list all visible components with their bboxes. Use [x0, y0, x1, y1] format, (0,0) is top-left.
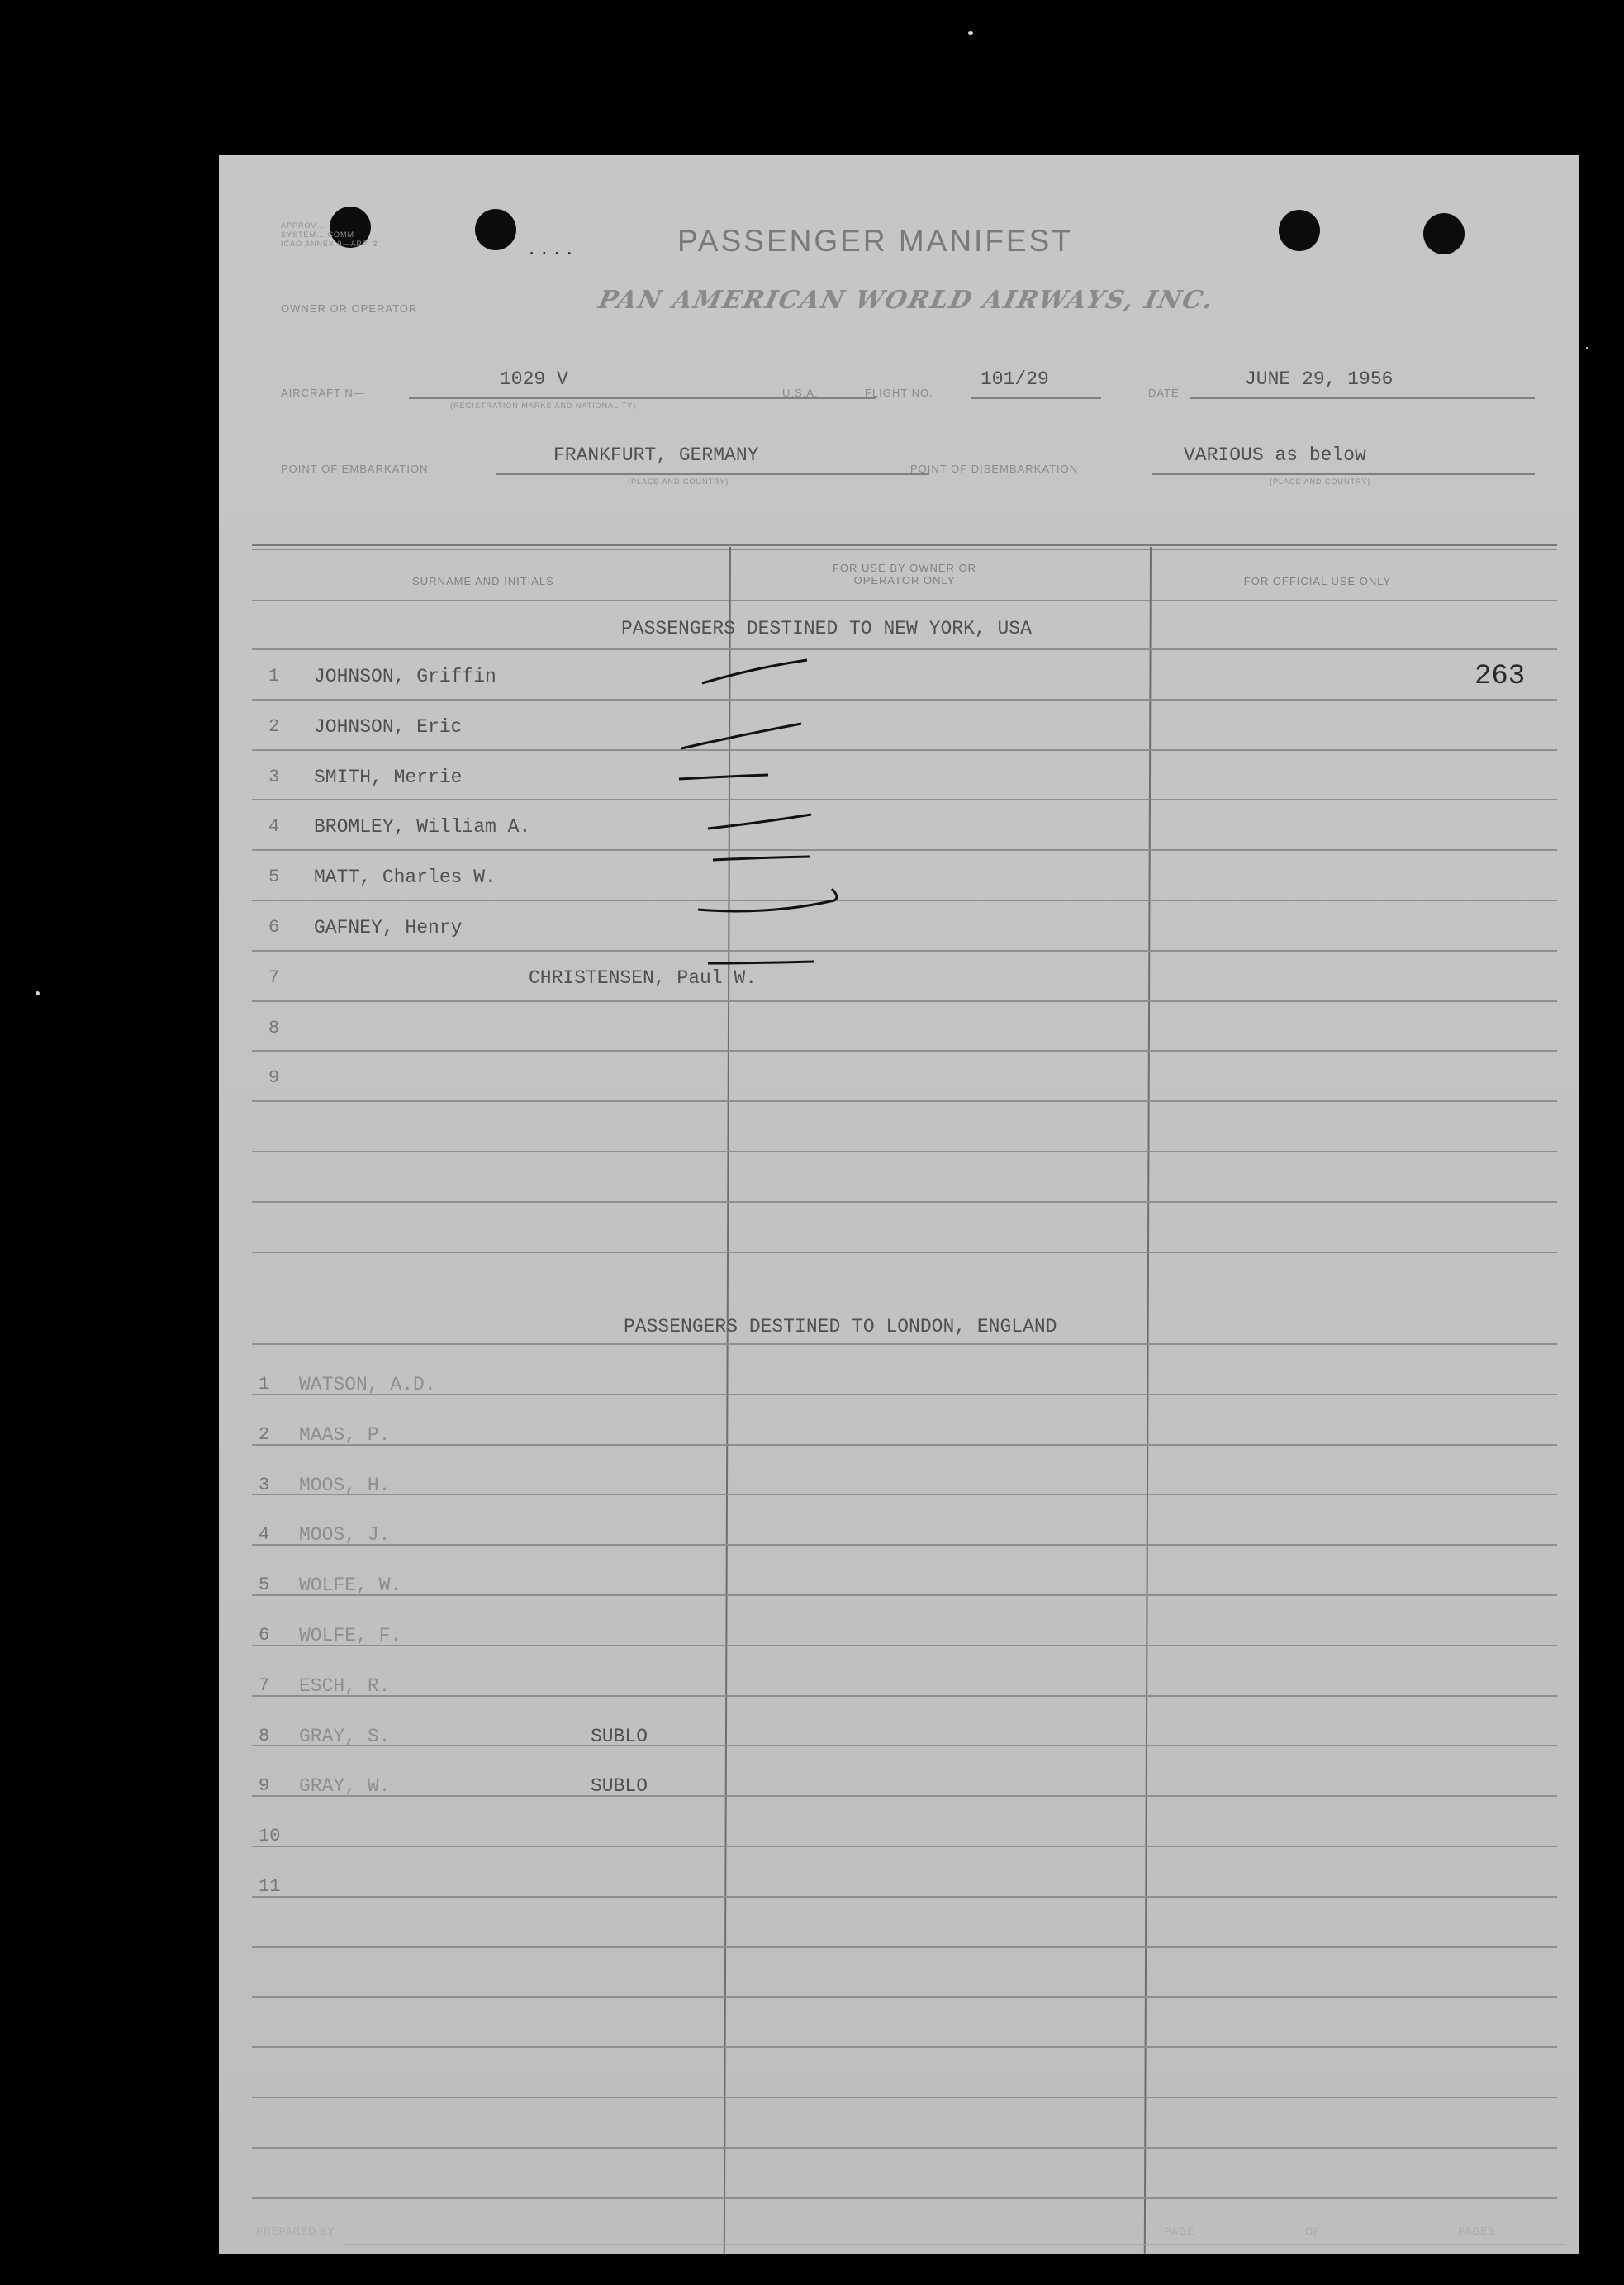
- approval-line: APPROV…: [281, 221, 325, 230]
- row-number: 2: [268, 715, 280, 737]
- row-number: 7: [259, 1675, 270, 1696]
- aircraft-value: 1029 V: [500, 368, 568, 390]
- row-number: 3: [268, 766, 280, 787]
- nationality-value: U.S.A.: [782, 387, 819, 399]
- manifest-sheet: [219, 155, 1579, 2254]
- of-label: OF: [1305, 2226, 1321, 2237]
- check-stroke: [681, 724, 801, 748]
- passenger-name: SMITH, Merrie: [314, 766, 463, 788]
- passenger-name: MATT, Charles W.: [314, 867, 496, 889]
- passenger-name: MOOS, J.: [299, 1524, 391, 1546]
- check-stroke: [679, 775, 768, 779]
- row-number: 4: [268, 816, 280, 838]
- passenger-name: JOHNSON, Griffin: [314, 666, 496, 687]
- flight-label: FLIGHT NO.: [865, 387, 933, 399]
- film-speck: [36, 991, 40, 995]
- embarkation-note: (PLACE AND COUNTRY): [628, 477, 729, 486]
- row-number: 8: [259, 1725, 270, 1746]
- passenger-name: CHRISTENSEN, Paul W.: [529, 967, 757, 989]
- row-number: 5: [268, 867, 280, 888]
- handwritten-checkmarks: [219, 155, 1579, 2254]
- column-header-official: FOR OFFICIAL USE ONLY: [1243, 575, 1392, 587]
- owner-label: OWNER OR OPERATOR: [281, 302, 418, 315]
- passenger-name: WOLFE, W.: [299, 1575, 402, 1597]
- operator-name: PAN AMERICAN WORLD AIRWAYS, INC.: [596, 286, 1218, 315]
- section-heading-london: PASSENGERS DESTINED TO LONDON, ENGLAND: [624, 1316, 1057, 1337]
- registration-note: (REGISTRATION MARKS AND NATIONALITY): [450, 401, 637, 410]
- column-header-owner: FOR USE BY OWNER OR OPERATOR ONLY: [832, 562, 977, 587]
- page-label: PAGE: [1165, 2226, 1195, 2237]
- passenger-name: JOHNSON, Eric: [314, 715, 463, 738]
- row-number: 9: [259, 1775, 270, 1797]
- date-label: DATE: [1148, 387, 1180, 399]
- approval-line: SYSTEM… COMM: [281, 230, 355, 239]
- embarkation-label: POINT OF EMBARKATION: [281, 463, 429, 475]
- row-number: 7: [268, 967, 280, 988]
- check-stroke: [698, 889, 837, 911]
- row-number: 11: [259, 1876, 281, 1897]
- date-value: JUNE 29, 1956: [1245, 368, 1394, 390]
- passenger-name: GAFNEY, Henry: [314, 917, 463, 938]
- embarkation-value: FRANKFURT, GERMANY: [553, 444, 759, 466]
- check-stroke: [702, 660, 807, 683]
- passenger-note: SUBLO: [591, 1775, 648, 1798]
- approval-line: ICAO ANNEX 9—APP. 2: [281, 240, 378, 248]
- passenger-name: GRAY, S.: [299, 1725, 391, 1747]
- aircraft-label: AIRCRAFT N—: [281, 387, 365, 399]
- flight-value: 101/29: [981, 368, 1049, 390]
- passenger-name: BROMLEY, William A.: [314, 816, 531, 838]
- prepared-by-label: PREPARED BY: [256, 2226, 335, 2237]
- passenger-note: SUBLO: [591, 1725, 648, 1747]
- passenger-name: MOOS, H.: [299, 1474, 391, 1496]
- row-number: 1: [268, 666, 280, 686]
- passenger-name: MAAS, P.: [299, 1423, 391, 1446]
- section-heading-new-york: PASSENGERS DESTINED TO NEW YORK, USA: [621, 618, 1032, 639]
- disembarkation-note: (PLACE AND COUNTRY): [1270, 477, 1371, 486]
- page-title: PASSENGER MANIFEST: [677, 224, 1073, 258]
- footer-rule: [343, 2244, 1565, 2245]
- leader-dots: ....: [529, 235, 579, 259]
- row-number: 10: [259, 1826, 281, 1847]
- disembarkation-value: VARIOUS as below: [1184, 444, 1366, 466]
- row-number: 9: [268, 1067, 280, 1089]
- column-header-names: SURNAME AND INITIALS: [412, 575, 554, 587]
- passenger-name: WOLFE, F.: [299, 1625, 402, 1646]
- pages-label: PAGES: [1458, 2226, 1496, 2237]
- row-number: 1: [259, 1374, 270, 1394]
- row-number: 5: [259, 1575, 270, 1596]
- row-number: 2: [259, 1423, 270, 1445]
- row-number: 4: [259, 1524, 270, 1546]
- passenger-name: WATSON, A.D.: [299, 1374, 436, 1395]
- check-stroke: [708, 962, 814, 963]
- disembarkation-label: POINT OF DISEMBARKATION: [910, 463, 1079, 475]
- check-stroke: [708, 815, 811, 829]
- passenger-name: GRAY, W.: [299, 1775, 391, 1798]
- film-speck: [1586, 347, 1588, 349]
- row-number: 6: [259, 1625, 270, 1646]
- row-number: 6: [268, 917, 280, 938]
- passenger-name: ESCH, R.: [299, 1675, 391, 1697]
- row-number: 3: [259, 1474, 270, 1495]
- check-stroke: [713, 857, 810, 860]
- official-use-value: 263: [1474, 661, 1526, 692]
- film-speck: [968, 31, 973, 35]
- row-number: 8: [268, 1017, 280, 1038]
